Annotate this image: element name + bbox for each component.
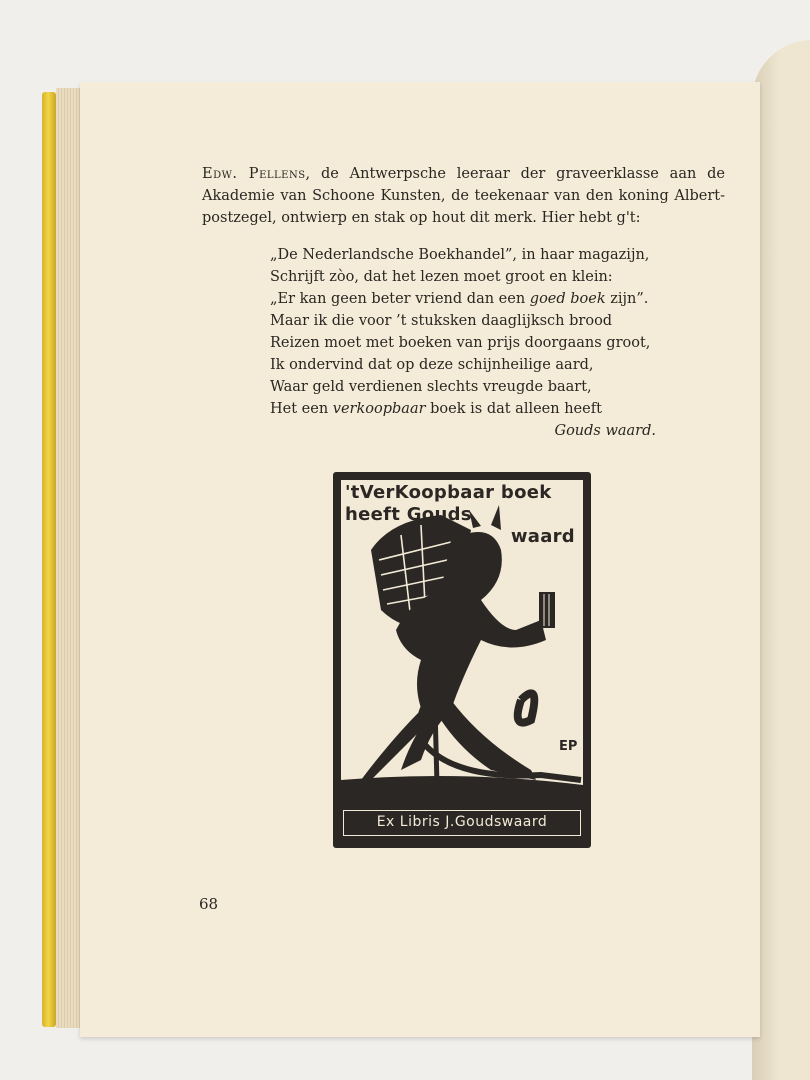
author-name: Edw. Pellens (202, 166, 306, 182)
poem-line-9: Gouds waard. (554, 423, 656, 439)
facing-page-edge (752, 40, 810, 1080)
poem-line-3: „Er kan geen beter vriend dan een goed boek zijn”. (270, 291, 649, 307)
poem-line-5: Reizen moet met boeken van prijs doorgaans groot, (270, 335, 651, 351)
poem (270, 244, 670, 442)
poem-line-4: Maar ik die voor ’t stuksken daaglijksch brood (270, 313, 613, 329)
page-number: 68 (199, 895, 219, 913)
paragraph-line-1: Edw. Pellens, de Antwerpsche leeraar der graveerklasse aan de (202, 166, 725, 182)
paragraph-line-3: postzegel, ontwierp en stak op hout dit merk. Hier hebt g't: (202, 210, 641, 226)
poem-line-1: „De Nederlandsche Boekhandel”, in haar magazijn, (270, 247, 650, 263)
poem-line-8: Het een verkoopbaar boek is dat alleen heeft (270, 401, 602, 417)
artist-monogram: EP (559, 739, 578, 754)
bookplate-illustration-panel (341, 480, 583, 796)
poem-line-6: Ik ondervind dat op deze schijnheilige aard, (270, 357, 594, 373)
bookplate-motto: 'tVerKoopbaar boek heeft Gouds waard (345, 482, 575, 547)
ex-libris-bookplate (333, 472, 591, 848)
bookplate-caption: Ex Libris J.Goudswaard (343, 810, 581, 836)
intro-paragraph (202, 163, 725, 229)
poem-line-7: Waar geld verdienen slechts vreugde baart, (270, 379, 592, 395)
poem-line-2: Schrijft zòo, dat het lezen moet groot en klein: (270, 269, 613, 285)
paragraph-line-2: Akademie van Schoone Kunsten, de teekenaar van den koning Albert- (202, 188, 725, 204)
book-cover-edge (42, 92, 56, 1027)
